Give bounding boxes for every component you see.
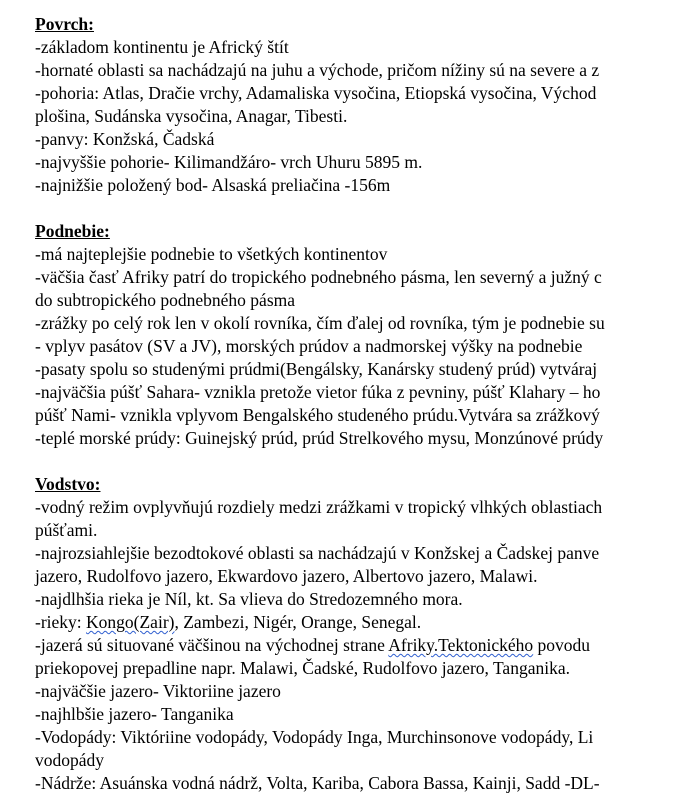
- text-line: jazero, Rudolfovo jazero, Ekwardovo jazero, Albertovo jazero, Malawi.: [35, 566, 538, 586]
- text-line: -najhlbšie jazero- Tanganika: [35, 704, 234, 724]
- text-line: -najväčšia púšť Sahara- vznikla pretože vietor fúka z pevniny, púšť Klahary – ho: [35, 382, 601, 402]
- text-line: -najdlhšia rieka je Níl, kt. Sa vlieva do Stredozemného mora.: [35, 589, 463, 609]
- text-line: púšťami.: [35, 520, 98, 540]
- text-line: -väčšia časť Afriky patrí do tropického podnebného pásma, len severný a južný c: [35, 267, 602, 287]
- text-line: [35, 634, 677, 657]
- text-line: - vplyv pasátov (SV a JV), morských prúdov a nadmorskej výšky na podnebie: [35, 336, 583, 356]
- section-podnebie: [35, 220, 677, 450]
- text-line: púšť Nami- vznikla vplyvom Bengalského studeného prúdu.Vytvára sa zrážkový: [35, 405, 600, 425]
- text-line: -najrozsiahlejšie bezodtokové oblasti sa nachádzajú v Konžskej a Čadskej panve: [35, 543, 600, 563]
- blank-line: [35, 197, 677, 220]
- text-line: -najvyššie pohorie- Kilimandžáro- vrch Uhuru 5895 m.: [35, 152, 423, 172]
- section-povrch: [35, 13, 677, 197]
- spellcheck-word: Afriky.Tektonického: [388, 635, 534, 655]
- text-line: -zrážky po celý rok len v okolí rovníka, čím ďalej od rovníka, tým je podnebie su: [35, 313, 605, 333]
- text-run: povodu: [533, 635, 591, 655]
- text-line: -má najteplejšie podnebie to všetkých kontinentov: [35, 244, 388, 264]
- heading-povrch: Povrch:: [35, 14, 94, 34]
- text-line: -najväčšie jazero- Viktoriine jazero: [35, 681, 281, 701]
- text-line: -hornaté oblasti sa nachádzajú na juhu a východe, pričom nížiny sú na severe a z: [35, 60, 600, 80]
- text-line: -pasaty spolu so studenými prúdmi(Bengálsky, Kanársky studený prúd) vytváraj: [35, 359, 598, 379]
- text-line: -panvy: Konžská, Čadská: [35, 129, 215, 149]
- text-line: -najnižšie položený bod- Alsaská preliačina -156m: [35, 175, 391, 195]
- text-line: vodopády: [35, 750, 105, 770]
- text-run: , Zambezi, Nigér, Orange, Senegal.: [174, 612, 422, 632]
- text-line: -Vodopády: Viktóriine vodopády, Vodopády Inga, Murchinsonove vodopády, Li: [35, 727, 594, 747]
- text-line: -pohoria: Atlas, Dračie vrchy, Adamaliska vysočina, Etiopská vysočina, Východ: [35, 83, 597, 103]
- text-line: plošina, Sudánska vysočina, Anagar, Tibesti.: [35, 106, 348, 126]
- text-line: -vodný režim ovplyvňujú rozdiely medzi zrážkami v tropický vlhkých oblastiach: [35, 497, 603, 517]
- text-line: [35, 611, 677, 634]
- blank-line: [35, 450, 677, 473]
- section-vodstvo: [35, 473, 677, 795]
- text-line: do subtropického podnebného pásma: [35, 290, 296, 310]
- heading-vodstvo: Vodstvo:: [35, 474, 101, 494]
- text-line: priekopovej prepadline napr. Malawi, Čadské, Rudolfovo jazero, Tanganika.: [35, 658, 570, 678]
- text-line: -teplé morské prúdy: Guinejský prúd, prúd Strelkového mysu, Monzúnové prúdy: [35, 428, 604, 448]
- spellcheck-word: Kongo(Zair): [86, 612, 175, 632]
- text-line: -základom kontinentu je Africký štít: [35, 37, 289, 57]
- heading-podnebie: Podnebie:: [35, 221, 110, 241]
- text-run: -rieky:: [35, 612, 87, 632]
- text-run: -jazerá sú situované väčšinou na východnej strane: [35, 635, 389, 655]
- text-line: -Nádrže: Asuánska vodná nádrž, Volta, Kariba, Cabora Bassa, Kainji, Sadd -DL-: [35, 773, 600, 793]
- document-page: [35, 13, 677, 795]
